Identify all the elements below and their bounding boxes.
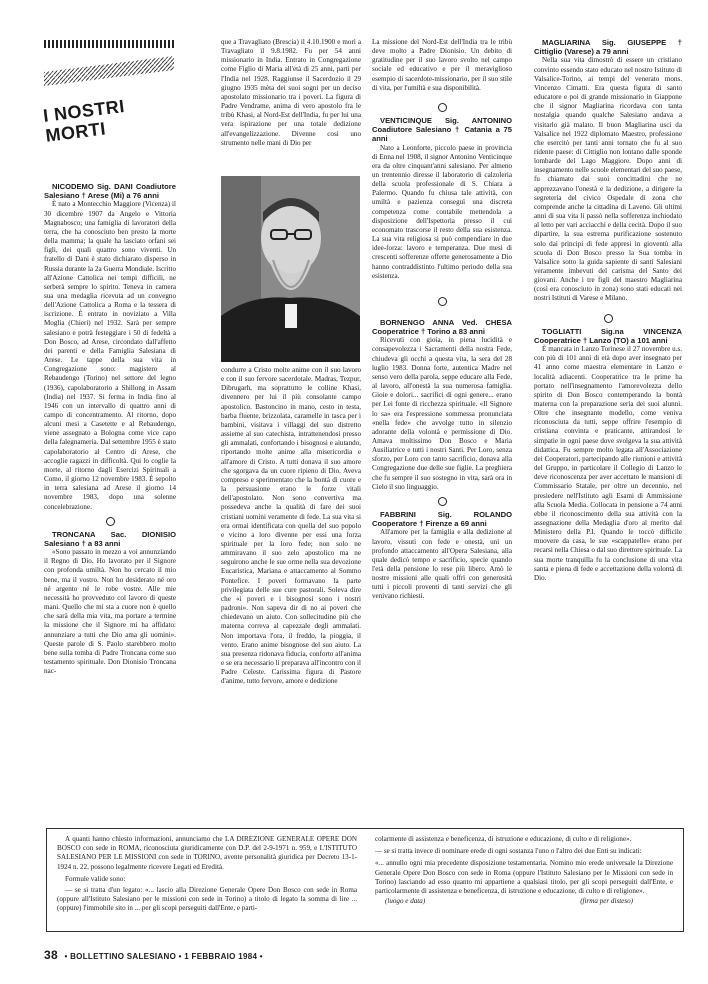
legacy-text: — se si tratta invece di nominare erede di ogni sostanza l'uno o l'altro dei due Enti su indicati: [375, 847, 642, 856]
legacy-formula: — se si tratta d'un legato: «... lascio alla Direzione Generale Opere Don Bosco con sede in Roma (oppure all'Istituto Salesiano per le missioni con sede in Torino) a titolo di legato la somma di lire ... (oppure) l'immobile sito in ... per gli scopi perseguiti dall'Ente, e parti- [57, 886, 357, 913]
obituary-text: que a Travagliato (Brescia) il 4.10.1900 e morì a Travagliato il 9.8.1982. Fu per 54 anni missionario in India. Entrato in Congregazione come Figlio di Maria all'età di 25 anni, partì per l'India nel 1928. Raggiunse il Sacerdozio il 29 giugno 1935 mèta dei suoi sogni per un deciso apostolato missionario tra i poveri. La figura di Padre Vendrame, anima di vero apostolo fra le tribù Khasi, al Nord-Est dell'India, fu per lui una vera ispirazione per una totale dedizione all'evangelizzazione. Divenne così uno strumento nelle mani di Dio per [221, 38, 361, 147]
decorative-bar [44, 40, 174, 48]
obituary-text: È mancata in Lanzo Torinese il 27 novembre u.s. con più di 101 anni di età dopo aver insegnato per 41 anno come maestra elementare in Lanzo e località adiacenti. Cooperatrice tra le prime ha portato nell'insegnamento l'amorevolezza dello spirito di Don Bosco contemperando la bontà materna con la preparazione seria dei suoi alunni. Oltre che insegnante modello, come veniva riconosciuta da tutti, seppe offrire l'esempio di cristiana convinta e praticante, attirandosi le simpatie in ogni paese dove svolgeva la sua attività didattica. Fu sempre molto legata all'Associazione dei Cooperatori, partecipando alle riunioni e attività del Gruppo, in particolare il Collegio di Lanzo le deve riconoscenza per aver accettato le mansioni di Commissario Statale, per oltre un decennio, nel presiedere nell'Istituto agli Esami di Ammissione alla Scuola Media. Collocata in pensione a 74 anni ebbe il riconoscimento della sua attività con la assegnazione della Medaglia d'oro al merito dal Ministero della P.I. Quando le toccò difficile muovere da casa, le sue «scappatelle» erano per recarsi nella Chiesa o dal suo direttore spirituale. La sua morte tranquilla fu la conclusione di una vita santa e piena di fede e accettazione della volontà di Dio. [534, 345, 682, 582]
obituary-heading: MAGLIARINA Sig. GIUSEPPE † Cittiglio (Varese) a 79 anni [534, 38, 682, 57]
page-number: 38 [44, 948, 58, 962]
legacy-box-right [375, 835, 673, 906]
column-4 [534, 38, 682, 816]
separator-ring-icon [438, 103, 447, 112]
signature-label: (firma per disteso) [580, 897, 633, 906]
obituary-text: È nato a Montecchio Maggiore (Vicenza) il 30 dicembre 1907 da Angelo e Vittoria Magnabosco; una famiglia di lavoratori della terra, che ha conosciuto ben presto la morte della mamma; la quale ha lasciato orfani sei figli, dei quali quattro sono viventi. Un fratello di Dani è stato dichiarato disperso in Russia durante la 2a Guerra Mondiale. Iscritto all'Azione Cattolica nei tempi difficili, ne serberà sempre lo spirito. Teneva in camera sua una medaglia ricevuta ad un convegno dell'Azione Cattolica a Roma e la tessera di iscrizione. È entrato in noviziato a Villa Moglia (Chieri) nel 1932. Sarà per sempre salesiano e potrà festeggiare i 50 di fedeltà a Don Bosco, ad Arese, circondato dall'affetto dei parenti e della Famiglia Salesiana di Arese. Le tappe della sua vita in Congregazione sono: magistero al Rebaudengo (Torino) nel settore del legno (1936), capolaboratorio a Shillong in Assam (India) nel 1937. Si ferma in India fino al 1946 con un intervallo di quattro anni di campo di concentramento. Al ritorno, dopo alcuni mesi a Casetette e al Rebaudengo, viene assegnato a Bologna come vice capo della falegnameria. Dal settembre 1955 è stato capolaboratorio al Centro di Arese, che accoglie ragazzi in difficoltà. Qui lo coglie la morte, al ritorno dagli Esercizi Spirituali a Como, il giorno 12 novembre 1983. È sepolto in terra salesiana ad Arese il giorno 14 novembre 1983, dopo una solenne concelebrazione. [44, 200, 176, 511]
signature-line [375, 897, 673, 906]
obituary-text: All'amore per la famiglia e alla dedizione al lavoro, vissuti con fede e onestà, unì un profondo attaccamento all'Opera Salesiana, alla quale dedicò tempo e sacrificio, specie quando l'età della pensione lo rese più libero. Amò le nostre missioni alle quali offrì con generosità tutti i piccoli proventi di tanti servizi che gli venivano richiesti. [372, 528, 512, 601]
separator-ring-icon [438, 497, 447, 506]
obituary-text: «Sono passato in mezzo a voi annunziando il Regno di Dio. Ho lavorato per il Signore con profonda umiltà. Non ho cercato il mio bene, ma il vostro. Non ho desiderato né oro né argento né le robe vostre. Alle mie necessità ho provveduto col lavoro di queste mani. Quello che mi sta a cuore non è quello che sarà della mia vita, ma portare a termine la missione che il Signore mi ha affidato: annunziare a tutti che Dio ama gli uomini». Queste parole di S. Paolo starebbero molto bene sulla tomba di Padre Troncana come suo testamento spirituale. Don Dionisio Troncana nac- [44, 548, 176, 676]
publication-line: • BOLLETTINO SALESIANO • 1 FEBBRAIO 1984 • [64, 952, 263, 961]
obituary-heading: TOGLIATTI Sig.na VINCENZA Cooperatrice † Lanzo (TO) a 101 anni [534, 326, 682, 345]
legacy-intro: A quanti hanno chiesto informazioni, annunciamo che LA DIREZIONE GENERALE OPERE DON BOSCO con sede in ROMA, riconosciuta giuridicamente con D.P. del 2-9-1971 n. 959, e L'ISTITUTO SALESIANO PER LE MISSIONI con sede in TORINO, avente personalità giuridica per Decreto 13-1-1924 n. 22, possono legalmente ricevere Legati ed Eredità. [57, 835, 357, 871]
legacy-info-box [46, 828, 684, 932]
separator-ring-icon [106, 517, 115, 526]
section-title: I NOSTRI MORTI [42, 96, 126, 146]
obituary-text: Nato a Leonforte, piccolo paese in provincia di Enna nel 1908, il signor Antonino Venticinque era da oltre cinquant'anni salesiano. Per almeno un trentennio diresse il laboratorio di calzoleria della scuola professionale di S. Chiara a Palermo. Quando fu chiusa tale attività, con umiltà e pazienza conseguì una discreta competenza come contabile mettendola a disposizione dell'Ispettoria presso il cui economato trascorse il resto della sua esistenza. La sua vita religiosa si può compendiare in due idee-forza: lavoro e temperanza. Due mesi di crescenti sofferenze offerte generosamente a Dio hanno contraddistinto l'ultimo periodo della sua esistenza. [372, 143, 512, 280]
obituary-text: La missione del Nord-Est dell'India tra le tribù deve molto a Padre Dionisio. Un debito di gratitudine per il suo lavoro svolto nel campo sociale ed educativo e per il meraviglioso esempio di sacerdote-missionario, per il suo stile di vita, per l'umiltà e sua disponibilità. [372, 38, 512, 92]
obituary-heading: FABBRINI Sig. ROLANDO Cooperatore † Firenze a 69 anni [372, 509, 512, 529]
obituary-heading: TRONCANA Sac. DIONISIO Salesiano † a 83 anni [44, 529, 176, 548]
obituary-heading: NICODEMO Sig. DANI Coadiutore Salesiano † Arese (Mi) a 76 anni [44, 182, 176, 201]
column-2-bottom [221, 366, 361, 814]
page-footer [44, 948, 684, 962]
title-hatching [44, 56, 174, 86]
separator-ring-icon [438, 297, 447, 306]
column-1 [44, 182, 176, 918]
portrait-photo [221, 176, 360, 362]
portrait-image [221, 176, 360, 362]
legacy-formula-title: Formule valide sono: [65, 874, 126, 883]
legacy-box-left [57, 835, 357, 914]
obituary-text: Nella sua vita dimostrò di essere un cristiano convinto essendo stato educato nel nostro Istituto di Valsalice-Torino, ai tempi del venerato mons. Vincenzo Cimatti. Era questa figura di santo educatore e poi di grande missionario in Giappone che il signor Magliarina ricordava con tanta nostalgia quando qualche Salesiano andava a visitarlo già malato. Il buon Magliarina uscì da Valsalice nel 1922 diplomato Maestro, professione che esercitò per tanti anni tornato che fu al suo ridente paese: di Cittiglio non lontano dalle sponde lombarde del Lago Maggiore. Dopo anni di insegnamento nelle scuole elementari del suo paese, fu chiamato dai suoi concittadini che ne apprezzavano l'onestà e la dedizione, a dirigere la segreteria del civico Ospedale di zona che comprende anche la cittadina di Laveno. Gli ultimi anni di sua vita li passò nella sofferenza inchiodato al letto per vari acciacchi e della cecità. Dopo il suo dipartire, la sua estrema purificazione sostenuto solo dai principi di fede appresi in gioventù alla scuola di Don Bosco presso la Sua tomba in Valsalice sotto la guida sapiente di santi Salesiani veramente imbevuti del carisma del Santo dei giovani. Anche i tre figli del maestro Magliarina (così era conosciuto in zona) sono stati educati nei nostri Istituti di Varese e Milano. [534, 56, 682, 303]
obituary-text: condurre a Cristo molte anime con il suo lavoro e con il suo fervore sacerdotale. Madras, Tezpur, Dibrugarh, ma soprattutto le colline Khasi, divennero per lui il più consolante campo apostolico. Bastoncino in mano, cesto in testa, barba fluente, brizzolata, caramelle in tasca per i bambini, visitava i villaggi del suo distretto assieme al suo catechista, intrattenendosi presso gli ammalati, confortando i bisognosi e aiutando, riportando molte anime alla misericordia e all'amore di Cristo. A tutti donava il suo amore che sgorgava da un cuore ripieno di Dio. Aveva compreso e sperimentato che la bontà di cuore e la persuasione erano le forze vitali dell'apostolato. Non sono convertiva ma possedeva anche la qualità di fare dei suoi cristiani uomini veramente di fede. La sua vita si era ormai identificata con quella del suo popolo e vicino a loro divenne per essi una forza spirituale per la loro fede; non solo ne ammiravano il suo zelo apostolico ma ne seguirono anche le sue orme nella sua devozione Eucaristica, Mariana e attaccamento al Sommo Pontefice. I poveri formavano la parte privilegiata delle sue cure pastorali. Soleva dire che «i poveri e i bisognosi sono i nostri padroni». Non sapeva dir di no ai poveri che chiedevano un aiuto. Con sollecitudine più che materna correva al capezzale degli ammalati. Non importava l'ora, il freddo, la pioggia, il vento. Erano anime bisognose del suo aiuto. La sua presenza ridonava fiducia, conforto all'anima e se era necessario li preparava all'incontro con il Padre Celeste. Carissima figura di Pastore d'anime, tutto fervore, amore e dedizione [221, 366, 361, 686]
legacy-text: colarmente di assistenza e beneficenza, di istruzione e educazione, di culto e di religione». [375, 835, 632, 843]
column-3 [372, 38, 512, 816]
obituary-heading: VENTICINQUE Sig. ANTONINO Coadiutore Salesiano † Catania a 75 anni [372, 115, 512, 144]
legacy-text: «... annullo ogni mia precedente disposizione testamentaria. Nomino mio erede universale la Direzione Generale Opere Don Bosco con sede in Roma (oppure l'Istituto Salesiano per le Missioni con sede in Torino) lasciando ad esso quanto mi appartiene a qualsiasi titolo, per gli scopi perseguiti dall'Ente, e particolarmente di assistenza e beneficenza, di istruzione e educazione, di culto e di religione». [375, 859, 673, 896]
obituary-text: Ricevuti con gioia, in piena lucidità e consapevolezza i Sacramenti della nostra Fede, chiudeva gli occhi a questa vita, la sera del 28 luglio 1983. Donna forte, autentica Madre nel senso vero della parola, seppe educare alla Fede, al lavoro, all'onestà la sua numerosa famiglia. Gioie e dolori... sacrifici di ogni genere... erano per Lei fonte di ricchezza spirituale. «Il Signore lo sa» era l'espressione sommessa pronunciata «nella fede» che avvolge tutto in silenzio adorante della volontà e permissione di Dio. Amava moltissimo Don Bosco e Maria Ausiliatrice e tutti i nostri Santi. Per Loro, senza sforzo, per Loro con tanto sacrificio, donava alla Congregazione due delle sue figlie. La preghiera che fu sempre il suo sostegno in vita, sarà ora in Cielo il suo linguaggio. [372, 336, 512, 491]
obituary-heading: BORNENGO ANNA Ved. CHESA Cooperatrice † Torino a 83 anni [372, 317, 512, 337]
column-2-top [221, 38, 361, 176]
separator-ring-icon [604, 314, 613, 323]
place-date-label: (luogo e data) [385, 897, 426, 906]
